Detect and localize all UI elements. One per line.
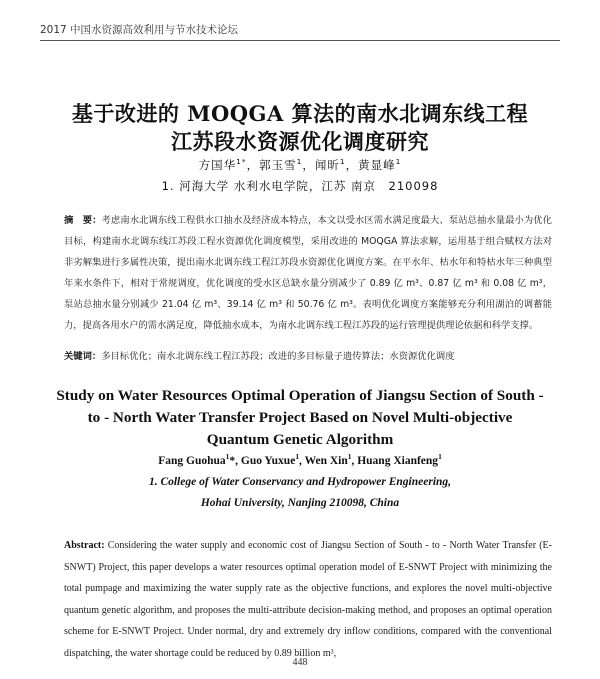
en-affiliation-line2: Hohai University, Nanjing 210098, China [200,497,400,509]
en-affiliation-line1: 1. College of Water Conservancy and Hydropower Engineering, [148,476,452,488]
header-rule [40,40,560,41]
cn-author: 方国华 [198,158,237,172]
running-header: 2017 中国水资源高效利用与节水技术论坛 [40,24,239,36]
en-author: Guo Yuxue [240,455,296,467]
en-author-mark: 1 [225,452,230,462]
en-title-line2: to - North Water Transfer Project Based on Novel Multi-objective [87,409,513,426]
en-author-mark: 1 [347,452,352,462]
cn-author: 郭玉雪 [259,158,297,172]
en-title-line3: Quantum Genetic Algorithm [206,431,394,448]
cn-author-mark: 1 [296,157,303,167]
cn-abstract-text: 考虑南水北调东线工程供水口抽水及经济成本特点，本文以受水区需水满足度最大、泵站总抽水量最小为优化目标，构建南水北调东线江苏段工程水资源优化调度模型，采用改进的 MOQGA 算法求解，运用基于组合赋权方法对非劣解集进行多属性决策，提出南水北调东线工程江苏段水资源优化调度方案。在平水年、枯水年和特枯水年三种典型年来水条件下，相对于常规调度，优化调度的受水区总缺水量分别减少了 0.89 亿 m³、0.87 亿 m³ 和 0.08 亿 m³，泵站总抽水量分别减少 21.04 亿 m³、39.14 亿 m³ 和 50.76 亿 m³。表明优化调度方案能够充分利用湖泊的调蓄能力，提高各用水户的需水满足度，降低抽水成本，为南水北调东线工程江苏段的运行管理提供理论依据和科学支撑。 [64,215,552,331]
en-abstract [64,535,552,664]
author-separator: , [351,455,358,467]
en-author: Wen Xin [304,455,348,467]
cn-author-mark: 1* [236,157,247,167]
cn-author-mark: 1 [339,157,346,167]
cn-author: 黄显峰 [358,158,396,172]
en-abstract-text: Considering the water supply and economic cost of Jiangsu Section of South - to - North Water Transfer (E-SNWT) Project, this paper develops a water resources optimal operation model of E-SNWT Project with minimizing the total pumpage and maximizing the water supply rate as the objective functions, and explores the novel multi-objective quantum genetic algorithm, and proposes the multi-attribute decision-making method, and proposes an optimal operation scheme for E-SNWT Project. Under normal, dry and extremely dry inflow conditions, compared with the conventional dispatching, the water shortage could be reduced by 0.89 billion m³, [64,540,552,659]
cn-keywords-label: 关键词： [64,351,102,362]
en-author: Fang Guohua [158,455,226,467]
cn-abstract [64,210,552,336]
cn-abstract-label: 摘 要： [64,215,102,226]
cn-authors: 方国华$^{1*}$，郭玉雪$^1$，闻昕$^1$，黄显峰$^1$ [198,157,402,172]
en-author: Huang Xianfeng [357,455,439,467]
author-separator: , [235,455,241,467]
en-authors [0,452,600,467]
cn-keywords [64,348,552,366]
cn-keywords-text: 多目标优化；南水北调东线工程江苏段；改进的多目标量子遗传算法；水资源优化调度 [101,351,455,362]
author-separator: , [299,455,305,467]
en-author-mark: 1 [295,452,300,462]
cn-author-mark: 1 [395,157,402,167]
en-title-line1: Study on Water Resources Optimal Operation of Jiangsu Section of South - [56,387,544,404]
cn-affiliation: 1. 河海大学 水利水电学院，江苏 南京 210098 [161,179,439,193]
en-author-mark: 1 [438,452,442,462]
en-abstract-label: Abstract: [64,540,105,551]
corresponding-mark: * [229,455,236,467]
cn-title-line1: 基于改进的 MOQGA 算法的南水北调东线工程 [71,101,529,126]
page-number: 448 [292,657,308,668]
cn-title-line2: 江苏段水资源优化调度研究 [171,129,429,154]
cn-author: 闻昕 [314,158,340,172]
